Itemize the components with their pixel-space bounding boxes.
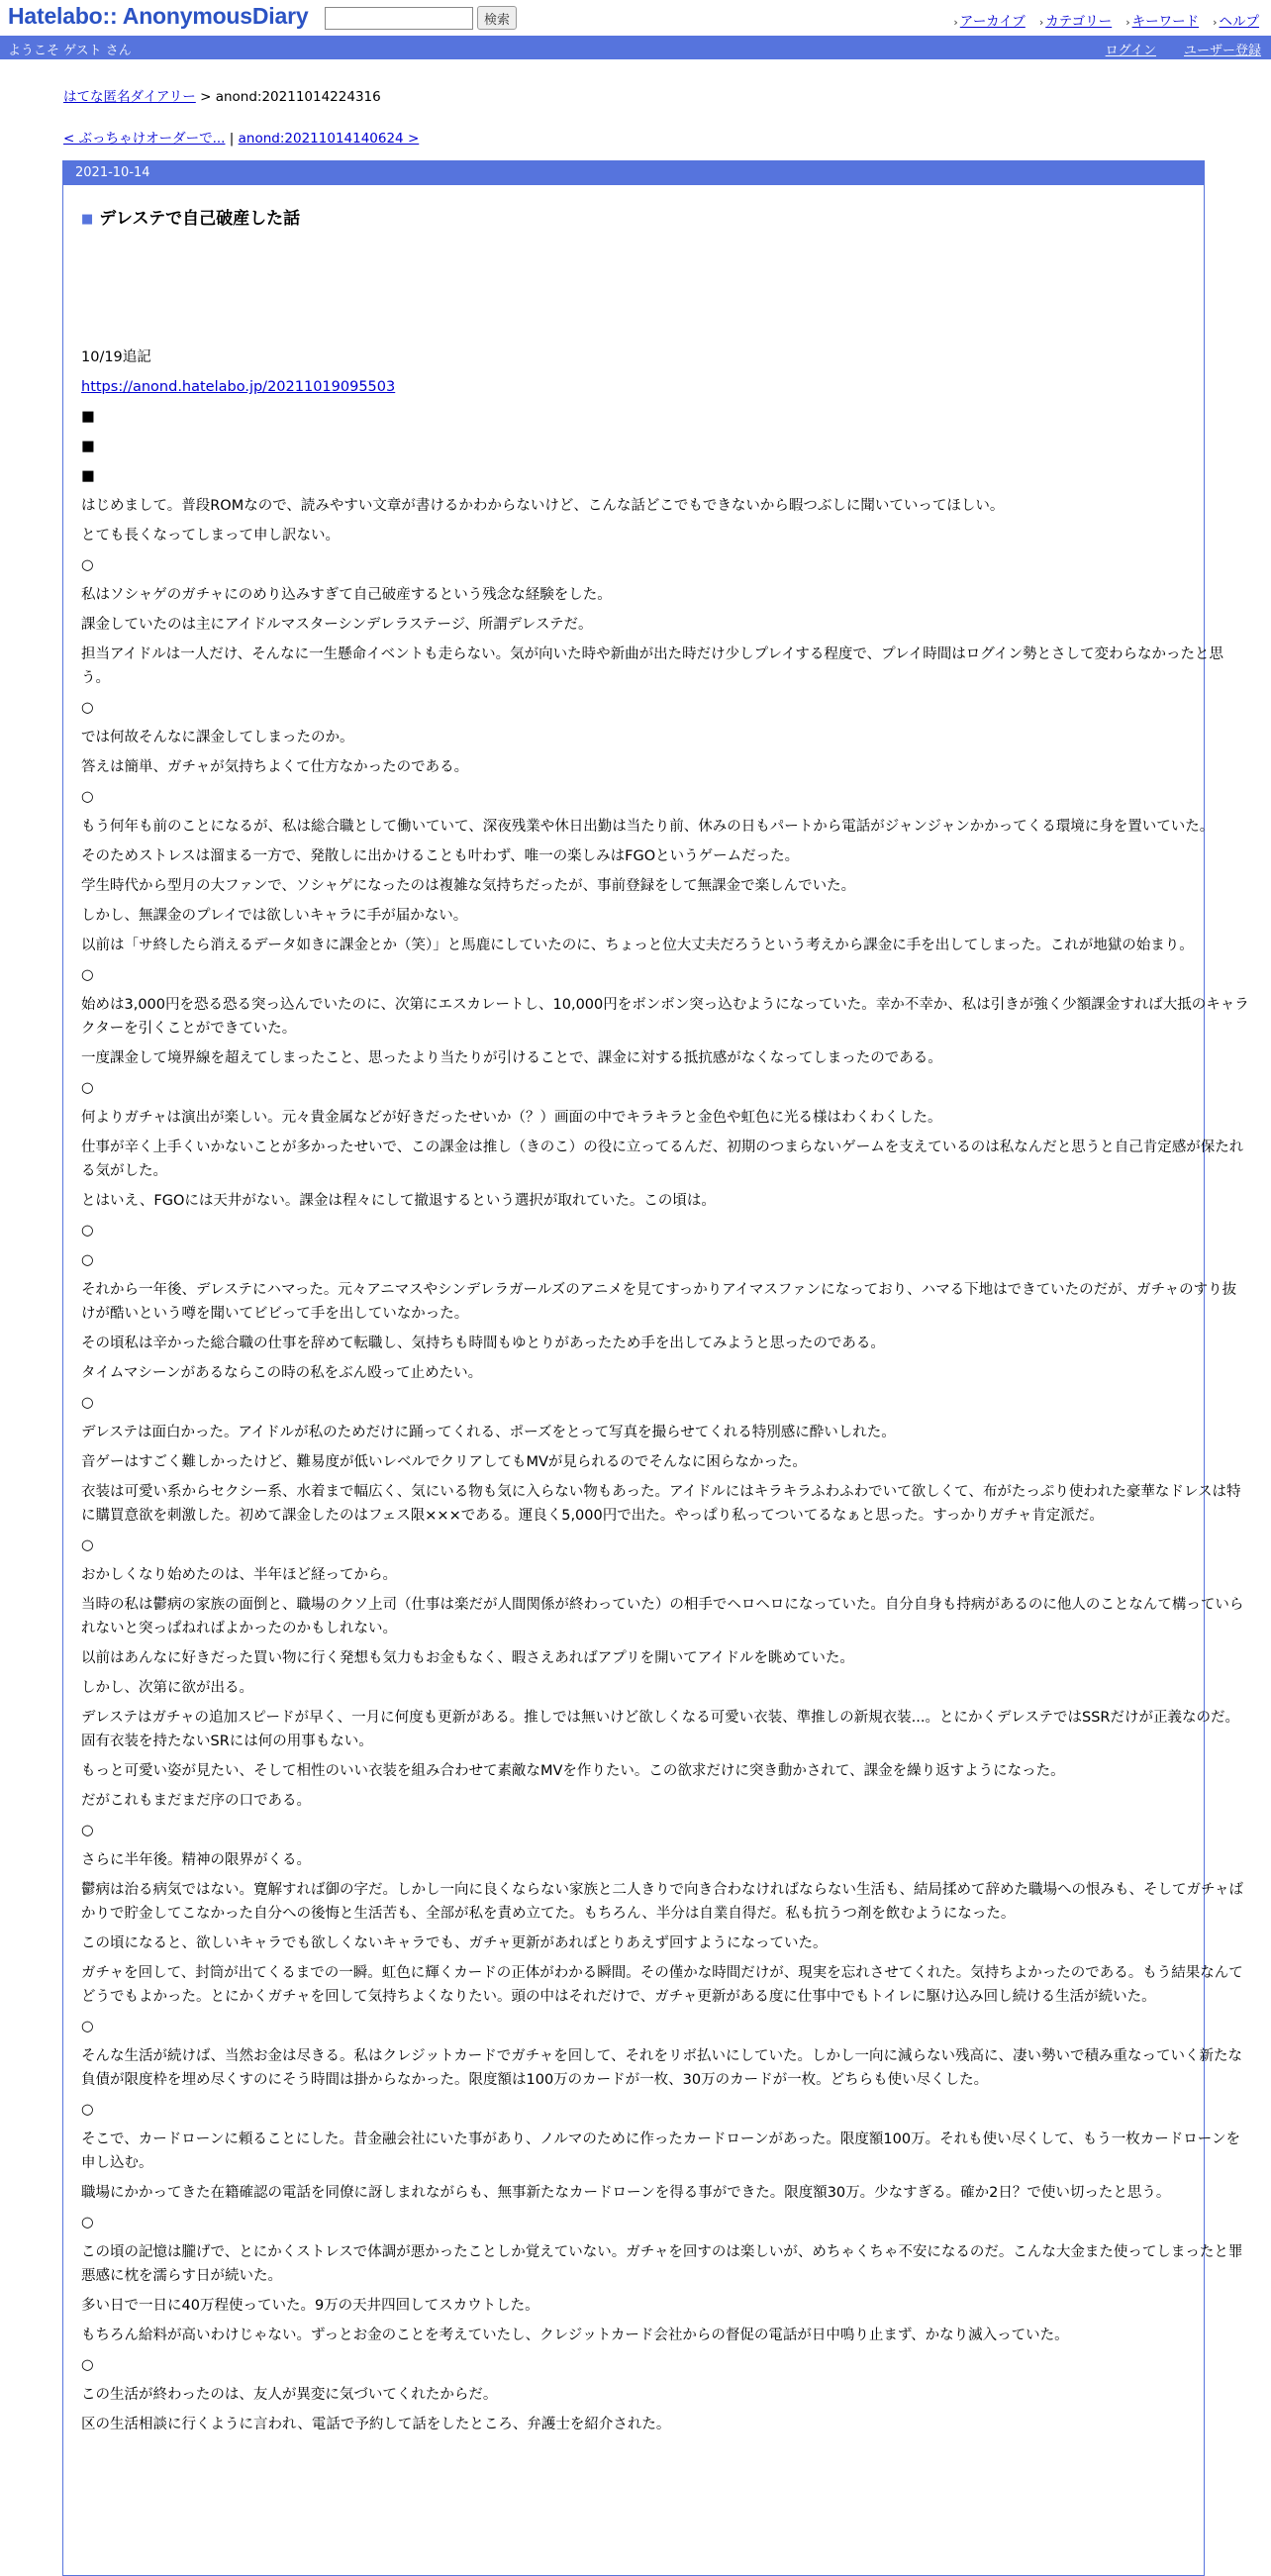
body-paragraph: ○ (81, 700, 94, 716)
body-paragraph: ○ (81, 2215, 94, 2230)
chevron-right-icon: › (1213, 16, 1218, 29)
body-paragraph: 何よりガチャは演出が楽しい。元々貴金属などが好きだったせいか（？）画面の中でキラキラと金色や虹色に光る様はわくわくした。 (81, 1110, 942, 1126)
body-paragraph: ○ (81, 1223, 94, 1238)
body-paragraph: 衣装は可愛い系からセクシー系、水着まで幅広く、気にいる物も気に入らない物もあった。アイドルにはキラキラふわふわでいて欲しくて、布がたっぷり使われた豪華なドレスは特に購買意欲を刺激した。初めて課金したのはフェス限×××である。運良く5,000円で出た。やっぱり私ってついてるなぁと思った。すっかりガチャ肯定派だ。 (81, 1484, 1241, 1524)
body-paragraph: もちろん給料が高いわけじゃない。ずっとお金のことを考えていたし、クレジットカード会社からの督促の電話が日中鳴り止まず、かなり滅入っていた。 (81, 2328, 1069, 2343)
nav-link-help[interactable]: ヘルプ (1219, 14, 1259, 30)
chevron-right-icon: › (1125, 16, 1130, 29)
entry-title (81, 204, 300, 229)
body-paragraph: 始めは3,000円を恐る恐る突っ込んでいたのに、次第にエスカレートし、10,000円をボンボン突っ込むようになっていた。幸か不幸か、私は引きが強く少額課金すれば大抵のキャラクターを引くことができていた。 (81, 997, 1249, 1037)
body-paragraph: この生活が終わったのは、友人が異変に気づいてくれたからだ。 (81, 2387, 498, 2403)
welcome-text: ようこそ ゲスト さん (8, 44, 132, 58)
pager-separator: | (229, 131, 235, 147)
nav-link-keyword[interactable]: キーワード (1131, 14, 1200, 30)
body-paragraph: ガチャを回して、封筒が出てくるまでの一瞬。虹色に輝くカードの正体がわかる瞬間。その僅かな時間だけが、現実を忘れさせてくれた。気持ちよかったのである。もう結果なんてどうでもよかった。とにかくガチャを回して気持ちよくなりたい。頭の中はそれだけで、ガチャ更新がある度に仕事中でもトイレに駆け込み回し続ける生活が続いた。 (81, 1965, 1243, 2005)
date-bar (63, 161, 1204, 185)
body-paragraph: 私はソシャゲのガチャにのめり込みすぎて自己破産するという残念な経験をした。 (81, 587, 612, 603)
chevron-right-icon: › (953, 16, 958, 29)
body-paragraph: 区の生活相談に行くように言われ、電話で予約して話をしたところ、弁護士を紹介された。 (81, 2417, 671, 2432)
body-paragraph: 担当アイドルは一人だけ、そんなに一生懸命イベントも走らない。気が向いた時や新曲が出た時だけ少しプレイする程度で、プレイ時間はログイン勢とさして変わらなかったと思う。 (81, 646, 1224, 686)
nav-link-category[interactable]: カテゴリー (1045, 14, 1113, 30)
body-paragraph: ■ (81, 409, 95, 425)
body-paragraph: 多い日で一日に40万程使っていた。9万の天井四回してスカウトした。 (81, 2298, 539, 2314)
body-paragraph: では何故そんなに課金してしまったのか。 (81, 730, 354, 745)
entry-permalink-icon[interactable]: ■ (81, 212, 94, 227)
body-paragraph: おかしくなり始めたのは、半年ほど経ってから。 (81, 1567, 397, 1583)
body-paragraph: タイムマシーンがあるならこの時の私をぶん殴って止めたい。 (81, 1365, 483, 1381)
body-paragraph: 一度課金して境界線を超えてしまったこと、思ったより当たりが引けることで、課金に対する抵抗感がなくなってしまったのである。 (81, 1050, 942, 1066)
body-paragraph: それから一年後、デレステにハマった。元々アニマスやシンデレラガールズのアニメを見てすっかりアイマスファンになっており、ハマる下地はできていたのだが、ガチャのすり抜けが酷いという噂を聞いてビビって手を出していなかった。 (81, 1282, 1237, 1322)
body-paragraph: ○ (81, 2102, 94, 2118)
body-paragraph: ○ (81, 2019, 94, 2034)
body-paragraph: もう何年も前のことになるが、私は総合職として働いていて、深夜残業や休日出勤は当たり前、休みの日もパートから電話がジャンジャンかかってくる環境に身を置いていた。 (81, 819, 1215, 835)
nav-item-archive[interactable] (953, 10, 1025, 30)
breadcrumb-current: anond:20211014224316 (215, 89, 381, 105)
user-links (1106, 40, 1261, 58)
nav-item-category[interactable] (1039, 10, 1112, 30)
body-paragraph: 以前は「サ終したら消えるデータ如きに課金とか（笑）」と馬鹿にしていたのに、ちょっと位大丈夫だろうという考えから課金に手を出してしまった。これが地獄の始まり。 (81, 938, 1194, 953)
nav-item-keyword[interactable] (1125, 10, 1199, 30)
top-nav (953, 10, 1259, 30)
body-paragraph: ○ (81, 1080, 94, 1096)
body-paragraph: ○ (81, 967, 94, 983)
top-bar (0, 0, 1271, 36)
body-paragraph: デレステは面白かった。アイドルが私のためだけに踊ってくれる、ポーズをとって写真を撮らせてくれる特別感に酔いしれた。 (81, 1425, 896, 1440)
body-paragraph: そのためストレスは溜まる一方で、発散しに出かけることも叶わず、唯一の楽しみはFGOというゲームだった。 (81, 848, 800, 864)
body-paragraph: デレステはガチャの追加スピードが早く、一月に何度も更新がある。推しでは無いけど欲しくなる可愛い衣装、準推しの新規衣装...。とにかくデレステではSSRだけが正義なのだ。固有衣装を持たないSRには何の用事もない。 (81, 1710, 1239, 1749)
body-paragraph: もっと可愛い姿が見たい、そして相性のいい衣装を組み合わせて素敵なMVを作りたい。この欲求だけに突き動かされて、課金を繰り返すようになった。 (81, 1763, 1065, 1779)
body-paragraph: 音ゲーはすごく難しかったけど、難易度が低いレベルでクリアしてもMVが見られるのでそんなに困らなかった。 (81, 1454, 807, 1470)
body-paragraph: しかし、無課金のプレイでは欲しいキャラに手が届かない。 (81, 908, 468, 924)
article (62, 160, 1249, 2576)
body-paragraph: 鬱病は治る病気ではない。寛解すれば御の字だ。しかし一向に良くならない家族と二人きりで向き合わなければならない生活も、結局揉めて辞めた職場への恨みも、そしてガチャばかりで貯金してこなかった自分への後悔と生活苦も、全部が私を責め立てた。もちろん、半分は自業自得だ。私も抗うつ剤を飲むようになった。 (81, 1882, 1244, 1922)
update-link-anchor[interactable]: https://anond.hatelabo.jp/20211019095503 (81, 379, 396, 395)
search-button[interactable]: 検索 (477, 6, 517, 30)
body-paragraph: 課金していたのは主にアイドルマスターシンデレラステージ、所謂デレステだ。 (81, 617, 593, 633)
next-entry-link[interactable]: anond:20211014140624 > (238, 131, 420, 147)
body-paragraph: ○ (81, 1395, 94, 1411)
body-paragraph: 職場にかかってきた在籍確認の電話を同僚に訝しまれながらも、無事新たなカードローンを得る事ができた。限度額30万。少なすぎる。確か2日？で使い切ったと思う。 (81, 2185, 1171, 2201)
body-paragraph: 学生時代から型月の大ファンで、ソシャゲになったのは複雑な気持ちだったが、事前登録をして無課金で楽しんでいた。 (81, 878, 856, 894)
body-paragraph: ○ (81, 2357, 94, 2373)
body-paragraph: とても長くなってしまって申し訳ない。 (81, 528, 340, 544)
body-paragraph: とはいえ、FGOには天井がない。課金は程々にして撤退するという選択が取れていた。この頃は。 (81, 1193, 716, 1209)
breadcrumb (63, 85, 381, 105)
nav-item-help[interactable] (1213, 10, 1259, 30)
body-paragraph: だがこれもまだまだ序の口である。 (81, 1793, 311, 1809)
breadcrumb-home-link[interactable]: はてな匿名ダイアリー (63, 89, 196, 105)
entry-body (81, 346, 1249, 2442)
body-paragraph: しかし、次第に欲が出る。 (81, 1680, 253, 1696)
pager (63, 127, 419, 147)
body-paragraph: ○ (81, 557, 94, 573)
body-paragraph: ■ (81, 439, 95, 454)
body-paragraph: はじめまして。普段ROMなので、読みやすい文章が書けるかわからないけど、こんな話どこでもできないから暇つぶしに聞いていってほしい。 (81, 498, 1005, 514)
body-paragraph: そんな生活が続けば、当然お金は尽きる。私はクレジットカードでガチャを回して、それをリボ払いにしていた。しかし一向に減らない残高に、凄い勢いで積み重なっていく新たな負債が限度枠を埋め尽くすのにそう時間は掛からなかった。限度額は100万のカードが一枚、30万のカードが一枚。どちらも使い尽くした。 (81, 2048, 1242, 2088)
chevron-right-icon: › (1038, 16, 1044, 29)
body-paragraph: ○ (81, 1823, 94, 1838)
body-paragraph: 10/19追記 (81, 349, 151, 365)
body-paragraph: ○ (81, 1252, 94, 1268)
body-paragraph: 仕事が辛く上手くいかないことが多かったせいで、この課金は推し（きのこ）の役に立ってるんだ、初期のつまらないゲームを支えているのは私なんだと思うと自己肯定感が保たれる気がした。 (81, 1139, 1244, 1179)
body-paragraph: 答えは簡単、ガチャが気持ちよくて仕方なかったのである。 (81, 759, 469, 775)
prev-entry-link[interactable]: < ぶっちゃけオーダーで... (63, 131, 226, 147)
welcome-bar (0, 36, 1271, 59)
register-link[interactable]: ユーザー登録 (1183, 44, 1261, 58)
site-logo[interactable]: Hatelabo:: AnonymousDiary (8, 3, 309, 29)
breadcrumb-separator: > (200, 89, 212, 105)
update-link[interactable] (81, 375, 1249, 399)
body-paragraph: ■ (81, 468, 95, 484)
body-paragraph: ○ (81, 789, 94, 805)
body-paragraph: その頃私は辛かった総合職の仕事を辞めて転職し、気持ちも時間もゆとりがあったため手を出してみようと思ったのである。 (81, 1336, 885, 1351)
body-paragraph: この頃になると、欲しいキャラでも欲しくないキャラでも、ガチャ更新があればとりあえず回すようになっていた。 (81, 1935, 828, 1951)
entry-date: 2021-10-14 (75, 165, 150, 180)
body-paragraph: 当時の私は鬱病の家族の面倒と、職場のクソ上司（仕事は楽だが人間関係が終わっていた）の相手でヘロヘロになっていた。自分自身も持病があるのに他人のことなんて構っていられないと突っぱねればよかったのかもしれない。 (81, 1597, 1244, 1636)
body-paragraph: さらに半年後。精神の限界がくる。 (81, 1852, 311, 1868)
body-paragraph: 以前はあんなに好きだった買い物に行く発想も気力もお金もなく、暇さえあればアプリを開いてアイドルを眺めていた。 (81, 1650, 854, 1666)
entry-title-text: デレステで自己破産した話 (99, 209, 301, 229)
search-input[interactable] (325, 7, 473, 30)
login-link[interactable]: ログイン (1105, 44, 1156, 58)
body-paragraph: ○ (81, 1537, 94, 1553)
body-paragraph: この頃の記憶は朧げで、とにかくストレスで体調が悪かったことしか覚えていない。ガチャを回すのは楽しいが、めちゃくちゃ不安になるのだ。こんな大金また使ってしまったと罪悪感に枕を濡らす日が続いた。 (81, 2244, 1243, 2284)
body-paragraph: そこで、カードローンに頼ることにした。昔金融会社にいた事があり、ノルマのために作ったカードローンがあった。限度額100万。それも使い尽くして、もう一枚カードローンを申し込む。 (81, 2131, 1240, 2171)
nav-link-archive[interactable]: アーカイブ (959, 14, 1026, 30)
